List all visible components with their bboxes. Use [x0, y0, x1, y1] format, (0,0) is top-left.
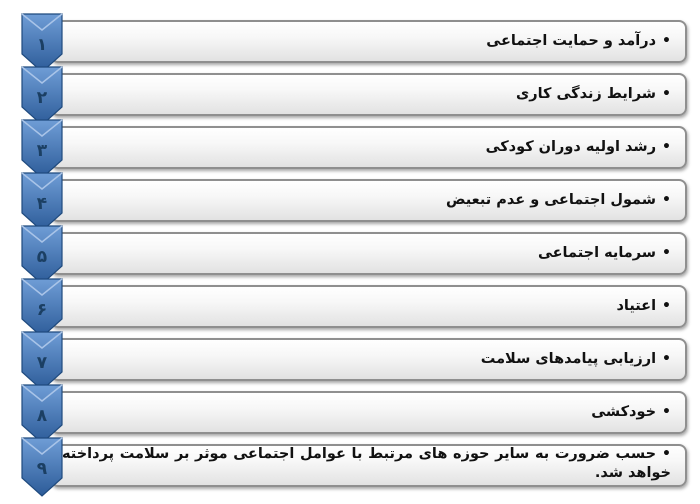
- item-text: [616, 287, 671, 326]
- item-box: [50, 391, 687, 434]
- chevron-arrow-icon: [20, 438, 64, 498]
- item-box: [50, 444, 687, 487]
- chevron-arrow-icon: [20, 120, 64, 180]
- list-item-9: [0, 444, 700, 504]
- list-item-8: [0, 391, 700, 451]
- bullet-icon: •: [662, 192, 671, 208]
- list-item-4: [0, 179, 700, 239]
- item-label: رشد اولیه دوران کودکی: [485, 139, 657, 155]
- bullet-icon: •: [662, 404, 671, 420]
- bullet-icon: •: [662, 446, 671, 462]
- item-label: ارزیابی پیامدهای سلامت: [480, 351, 657, 367]
- item-text: [486, 22, 671, 61]
- list-item-1: [0, 20, 700, 80]
- item-label: شرایط زندگی کاری: [515, 86, 657, 102]
- step-number: ۸: [36, 406, 48, 426]
- chevron-arrow-icon: [20, 279, 64, 339]
- bullet-icon: •: [662, 33, 671, 49]
- item-box: [50, 179, 687, 222]
- bullet-icon: •: [662, 351, 671, 367]
- step-number: ۳: [36, 141, 48, 161]
- item-box: [50, 20, 687, 63]
- item-label: حسب ضرورت به سایر حوزه های مرتبط با عوامل اجتماعی موثر بر سلامت پرداخته خواهد شد.: [62, 446, 671, 481]
- list-item-5: [0, 232, 700, 292]
- list-item-6: [0, 285, 700, 345]
- chevron-arrow-icon: [20, 67, 64, 127]
- item-text: [516, 75, 671, 114]
- item-label: خودکشی: [591, 404, 657, 420]
- bullet-icon: •: [662, 86, 671, 102]
- item-text: [538, 234, 671, 273]
- bullet-icon: •: [662, 298, 671, 314]
- item-text: [446, 181, 671, 220]
- item-box: [50, 126, 687, 169]
- step-number: ۱: [36, 35, 48, 55]
- step-number: ۴: [36, 194, 48, 214]
- chevron-arrow-icon: [20, 14, 64, 74]
- bullet-icon: •: [662, 139, 671, 155]
- item-text: [591, 393, 671, 432]
- chevron-arrow-icon: [20, 385, 64, 445]
- list-item-2: [0, 73, 700, 133]
- item-label: سرمایه اجتماعی: [537, 245, 657, 261]
- item-text: [486, 128, 671, 167]
- step-number: ۶: [36, 300, 48, 320]
- step-number: ۲: [36, 88, 48, 108]
- chevron-arrow-icon: [20, 332, 64, 392]
- list-item-7: [0, 338, 700, 398]
- bullet-icon: •: [662, 245, 671, 261]
- item-text: [481, 340, 671, 379]
- step-number: ۹: [36, 459, 48, 479]
- chevron-arrow-icon: [20, 226, 64, 286]
- step-number: ۷: [36, 353, 48, 373]
- chevron-arrow-icon: [20, 173, 64, 233]
- item-box: [50, 285, 687, 328]
- step-number: ۵: [36, 247, 48, 267]
- item-box: [50, 73, 687, 116]
- list-item-3: [0, 126, 700, 186]
- item-label: درآمد و حمایت اجتماعی: [486, 33, 657, 49]
- item-box: [50, 338, 687, 381]
- item-text: [62, 445, 671, 483]
- item-label: شمول اجتماعی و عدم تبعیض: [445, 192, 657, 208]
- item-label: اعتیاد: [616, 298, 657, 314]
- item-box: [50, 232, 687, 275]
